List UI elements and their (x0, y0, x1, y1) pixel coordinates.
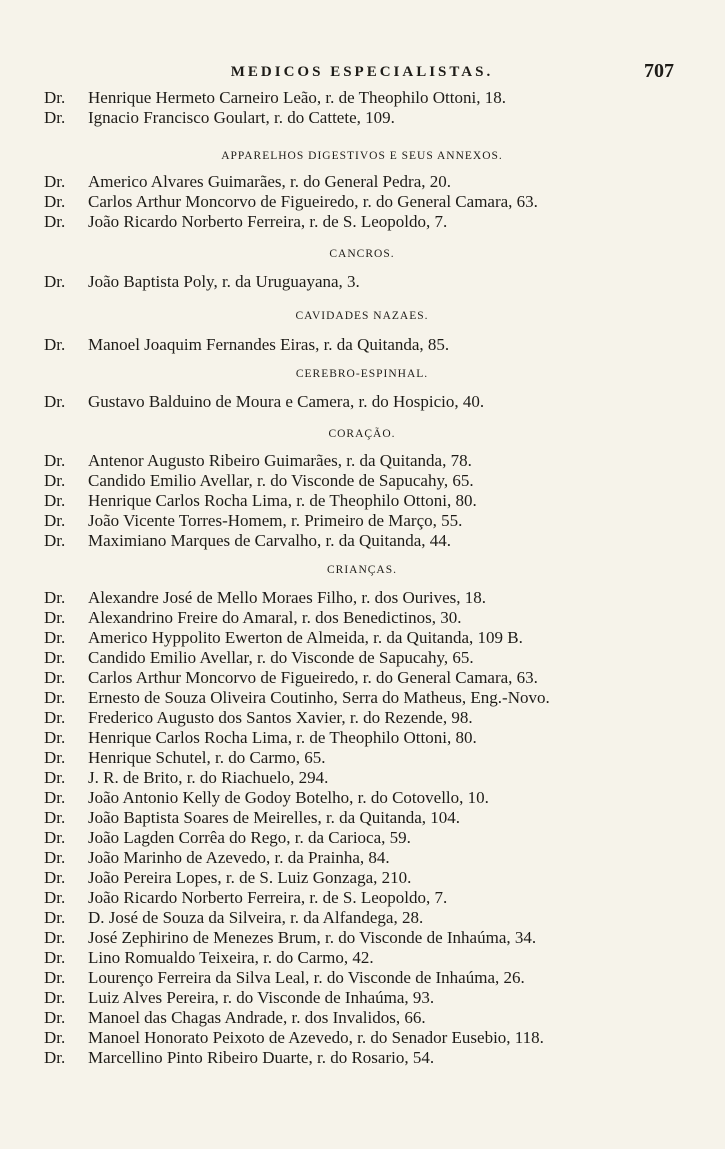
directory-entry (44, 212, 680, 232)
title-prefix: Dr. (44, 108, 66, 127)
section-entries (44, 451, 680, 551)
entry-text: Luiz Alves Pereira, r. do Visconde de Inhaúma, 93. (88, 988, 435, 1007)
title-prefix: Dr. (44, 868, 66, 887)
section-heading: CRIANÇAS. (326, 564, 398, 576)
directory-entry (44, 511, 680, 531)
entry-text: Gustavo Balduino de Moura e Camera, r. do Hospicio, 40. (88, 392, 485, 411)
title-prefix: Dr. (44, 588, 66, 607)
directory-entry (44, 451, 680, 471)
directory-entry (44, 828, 680, 848)
directory-entry (44, 888, 680, 908)
directory-entry (44, 531, 680, 551)
title-prefix: Dr. (44, 988, 66, 1007)
directory-entry (44, 588, 680, 608)
title-prefix: Dr. (44, 392, 66, 411)
directory-entry (44, 272, 680, 292)
title-prefix: Dr. (44, 688, 66, 707)
title-prefix: Dr. (44, 628, 66, 647)
title-prefix: Dr. (44, 88, 66, 107)
entry-text: Americo Alvares Guimarães, r. do General Pedra, 20. (88, 172, 452, 191)
title-prefix: Dr. (44, 511, 66, 530)
directory-entry (44, 748, 680, 768)
title-prefix: Dr. (44, 808, 66, 827)
title-prefix: Dr. (44, 908, 66, 927)
directory-entry (44, 848, 680, 868)
entry-text: Henrique Carlos Rocha Lima, r. de Theophilo Ottoni, 80. (88, 728, 477, 747)
title-prefix: Dr. (44, 192, 66, 211)
title-prefix: Dr. (44, 172, 66, 191)
title-prefix: Dr. (44, 335, 66, 354)
title-prefix: Dr. (44, 728, 66, 747)
entry-text: Lourenço Ferreira da Silva Leal, r. do Visconde de Inhaúma, 26. (88, 968, 525, 987)
directory-entry (44, 471, 680, 491)
title-prefix: Dr. (44, 928, 66, 947)
entry-text: Candido Emilio Avellar, r. do Visconde de Sapucahy, 65. (88, 648, 474, 667)
directory-entry (44, 392, 680, 412)
directory-entry (44, 491, 680, 511)
section-heading: CORAÇÃO. (328, 428, 396, 440)
title-prefix: Dr. (44, 531, 66, 550)
title-prefix: Dr. (44, 1028, 66, 1047)
entry-text: João Baptista Soares de Meirelles, r. da Quitanda, 104. (88, 808, 461, 827)
entry-text: Antenor Augusto Ribeiro Guimarães, r. da Quitanda, 78. (88, 451, 472, 470)
entry-text: Frederico Augusto dos Santos Xavier, r. do Rezende, 98. (88, 708, 473, 727)
page-number: 707 (644, 60, 674, 82)
entry-text: João Marinho de Azevedo, r. da Prainha, 84. (88, 848, 390, 867)
directory-entry (44, 335, 680, 355)
directory-entry (44, 708, 680, 728)
directory-entry (44, 868, 680, 888)
section-entries (44, 588, 680, 1068)
entry-text: Carlos Arthur Moncorvo de Figueiredo, r. do General Camara, 63. (88, 668, 538, 687)
entry-text: João Ricardo Norberto Ferreira, r. de S. Leopoldo, 7. (88, 888, 448, 907)
title-prefix: Dr. (44, 212, 66, 231)
directory-entry (44, 988, 680, 1008)
directory-entry (44, 628, 680, 648)
running-title: MEDICOS ESPECIALISTAS. (230, 64, 494, 80)
directory-entry (44, 88, 680, 108)
entry-text: Alexandre José de Mello Moraes Filho, r. dos Ourives, 18. (88, 588, 487, 607)
entry-text: Manoel Joaquim Fernandes Eiras, r. da Quitanda, 85. (88, 335, 450, 354)
entry-text: J. R. de Brito, r. do Riachuelo, 294. (88, 768, 329, 787)
entry-text: João Lagden Corrêa do Rego, r. da Carioca, 59. (88, 828, 411, 847)
section-heading: APPARELHOS DIGESTIVOS E SEUS ANNEXOS. (221, 150, 503, 162)
entry-text: Lino Romualdo Teixeira, r. do Carmo, 42. (88, 948, 374, 967)
title-prefix: Dr. (44, 828, 66, 847)
entry-text: Henrique Carlos Rocha Lima, r. de Theophilo Ottoni, 80. (88, 491, 477, 510)
section-heading: CAVIDADES NAZAES. (295, 310, 429, 322)
entry-text: Carlos Arthur Moncorvo de Figueiredo, r. do General Camara, 63. (88, 192, 538, 211)
title-prefix: Dr. (44, 608, 66, 627)
entry-text: Americo Hyppolito Ewerton de Almeida, r. da Quitanda, 109 B. (88, 628, 523, 647)
directory-entry (44, 688, 680, 708)
title-prefix: Dr. (44, 788, 66, 807)
section-heading: CANCROS. (329, 248, 395, 260)
directory-entry (44, 928, 680, 948)
entry-text: Ernesto de Souza Oliveira Coutinho, Serra do Matheus, Eng.-Novo. (88, 688, 550, 707)
directory-entry (44, 172, 680, 192)
directory-entry (44, 668, 680, 688)
directory-entry (44, 108, 680, 128)
section-entries (44, 172, 680, 232)
entry-text: Henrique Schutel, r. do Carmo, 65. (88, 748, 326, 767)
section-entries (44, 392, 680, 412)
directory-entry (44, 192, 680, 212)
title-prefix: Dr. (44, 451, 66, 470)
entry-text: João Pereira Lopes, r. de S. Luiz Gonzaga, 210. (88, 868, 412, 887)
entry-text: Maximiano Marques de Carvalho, r. da Quitanda, 44. (88, 531, 452, 550)
directory-entry (44, 768, 680, 788)
directory-entry (44, 948, 680, 968)
section-entries (44, 335, 680, 355)
continued-entries (44, 88, 680, 128)
entry-text: Candido Emilio Avellar, r. do Visconde de Sapucahy, 65. (88, 471, 474, 490)
entry-text: Ignacio Francisco Goulart, r. do Cattete, 109. (88, 108, 395, 127)
section-entries (44, 272, 680, 292)
entry-text: Alexandrino Freire do Amaral, r. dos Benedictinos, 30. (88, 608, 462, 627)
directory-entry (44, 808, 680, 828)
section-heading: CEREBRO-ESPINHAL. (295, 368, 429, 380)
entry-text: Marcellino Pinto Ribeiro Duarte, r. do Rosario, 54. (88, 1048, 435, 1067)
entry-text: José Zephirino de Menezes Brum, r. do Visconde de Inhaúma, 34. (88, 928, 537, 947)
entry-text: João Ricardo Norberto Ferreira, r. de S. Leopoldo, 7. (88, 212, 448, 231)
directory-entry (44, 1048, 680, 1068)
directory-entry (44, 968, 680, 988)
entry-text: Manoel Honorato Peixoto de Azevedo, r. do Senador Eusebio, 118. (88, 1028, 544, 1047)
directory-entry (44, 788, 680, 808)
title-prefix: Dr. (44, 708, 66, 727)
directory-entry (44, 908, 680, 928)
entry-text: D. José de Souza da Silveira, r. da Alfandega, 28. (88, 908, 424, 927)
directory-entry (44, 608, 680, 628)
title-prefix: Dr. (44, 848, 66, 867)
title-prefix: Dr. (44, 968, 66, 987)
directory-entry (44, 1008, 680, 1028)
title-prefix: Dr. (44, 888, 66, 907)
entry-text: João Vicente Torres-Homem, r. Primeiro de Março, 55. (88, 511, 463, 530)
title-prefix: Dr. (44, 748, 66, 767)
page-header (44, 60, 680, 90)
title-prefix: Dr. (44, 668, 66, 687)
entry-text: Manoel das Chagas Andrade, r. dos Invalidos, 66. (88, 1008, 426, 1027)
title-prefix: Dr. (44, 491, 66, 510)
entry-text: Henrique Hermeto Carneiro Leão, r. de Theophilo Ottoni, 18. (88, 88, 506, 107)
title-prefix: Dr. (44, 648, 66, 667)
directory-entry (44, 1028, 680, 1048)
title-prefix: Dr. (44, 471, 66, 490)
title-prefix: Dr. (44, 948, 66, 967)
title-prefix: Dr. (44, 272, 66, 291)
directory-entry (44, 728, 680, 748)
directory-entry (44, 648, 680, 668)
title-prefix: Dr. (44, 1008, 66, 1027)
title-prefix: Dr. (44, 768, 66, 787)
title-prefix: Dr. (44, 1048, 66, 1067)
entry-text: João Baptista Poly, r. da Uruguayana, 3. (88, 272, 360, 291)
entry-text: João Antonio Kelly de Godoy Botelho, r. do Cotovello, 10. (88, 788, 489, 807)
